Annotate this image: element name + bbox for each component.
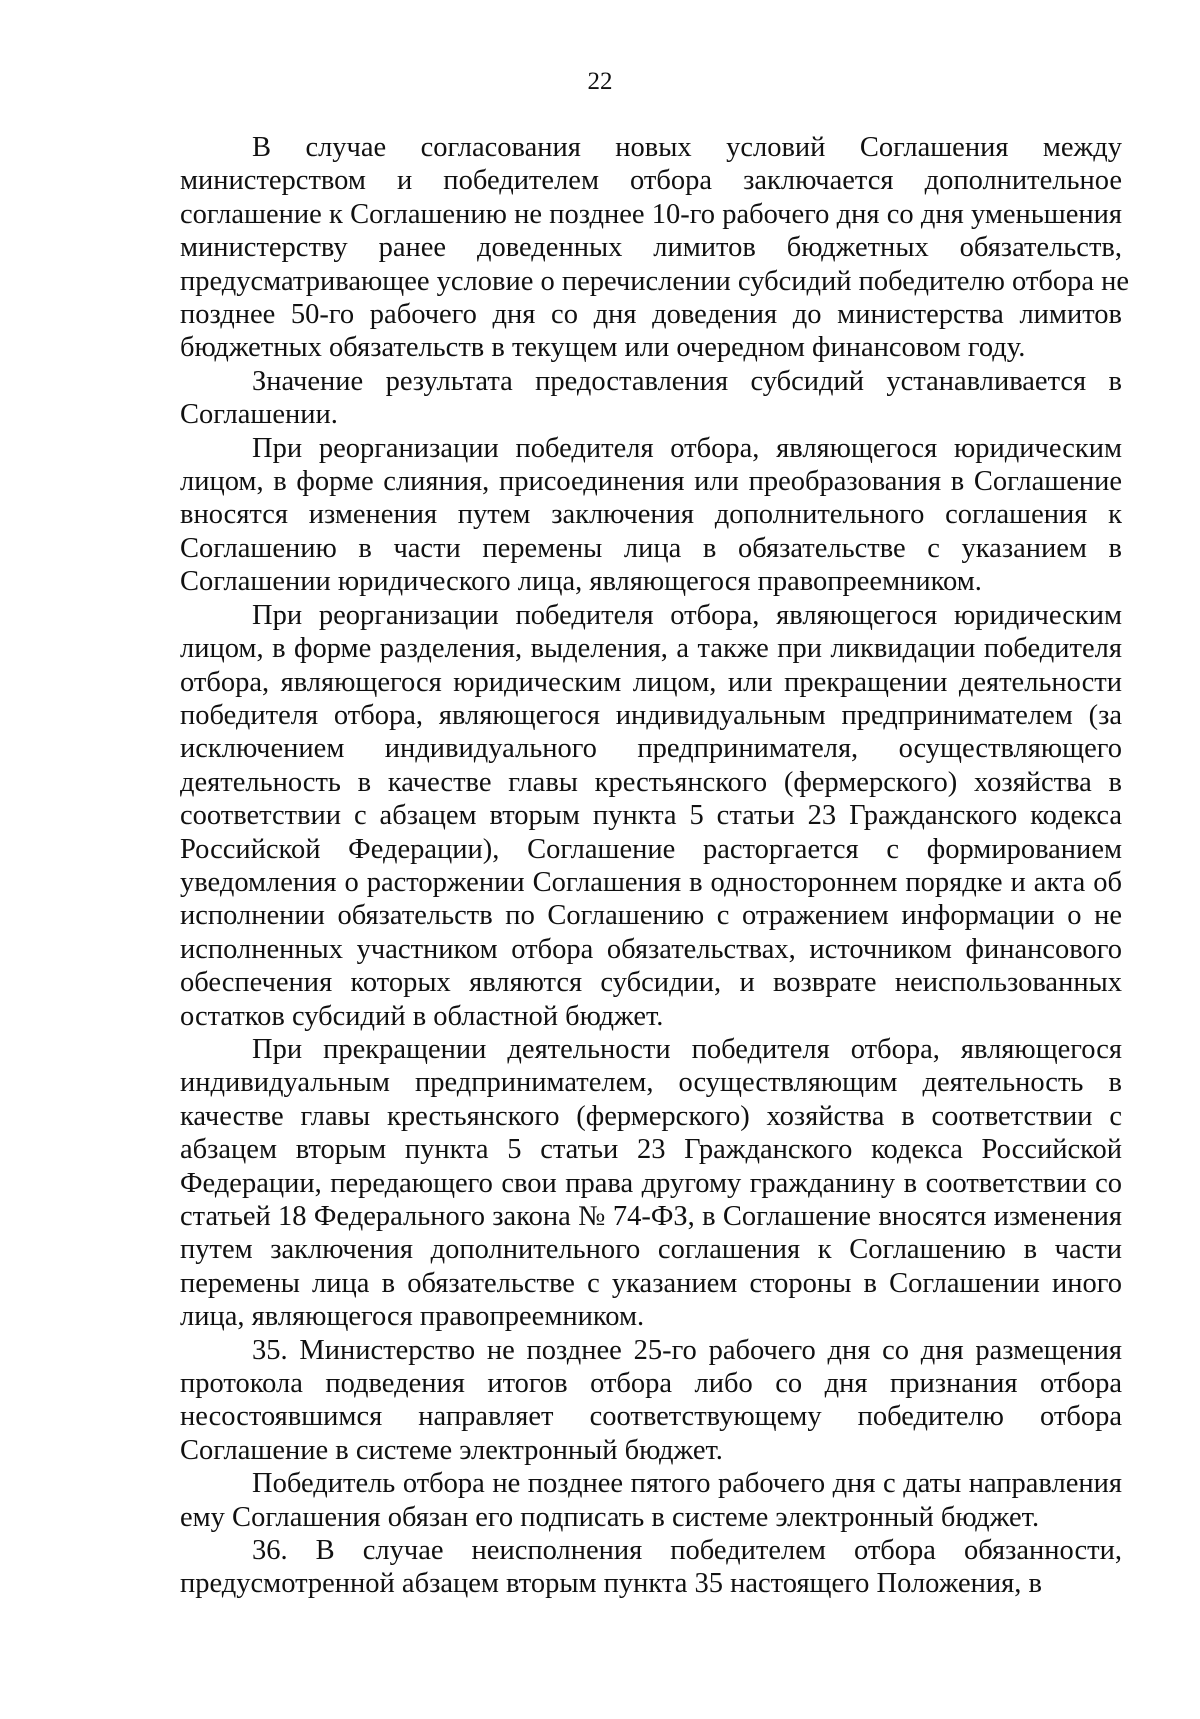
paragraph (180, 1033, 1122, 1334)
paragraph (180, 432, 1122, 599)
text-line: путем заключения дополнительного соглашения к Соглашению в части (180, 1234, 1122, 1266)
text-line: Федерации, передающего свои права другому гражданину в соответствии со (180, 1167, 1122, 1199)
text-line: протокола подведения итогов отбора либо со дня признания отбора (180, 1368, 1122, 1400)
text-line: предусматривающее условие о перечислении субсидий победителю отбора не (180, 265, 1130, 297)
text-line: 35. Министерство не позднее 25-го рабочего дня со дня размещения (252, 1334, 1122, 1366)
paragraph (180, 1534, 1122, 1601)
page-number: 22 (587, 68, 613, 95)
paragraph (180, 131, 1130, 365)
text-line: бюджетных обязательств в текущем или очередном финансовом году. (180, 332, 1026, 364)
text-line: министерством и победителем отбора заключается дополнительное (180, 165, 1122, 197)
text-line: исполненных участником отбора обязательствах, источником финансового (180, 933, 1122, 965)
text-line: В случае согласования новых условий Соглашения между (252, 132, 1122, 163)
text-line: остатков субсидий в областной бюджет. (180, 1000, 664, 1032)
text-line: Соглашение в системе электронный бюджет. (180, 1434, 723, 1466)
text-line: лица, являющегося правопреемником. (180, 1301, 645, 1333)
text-line: министерству ранее доведенных лимитов бюджетных обязательств, (180, 232, 1122, 264)
text-line: Значение результата предоставления субсидий устанавливается в (252, 365, 1122, 397)
text-line: ему Соглашения обязан его подписать в системе электронный бюджет. (180, 1501, 1040, 1533)
text-line: качестве главы крестьянского (фермерского) хозяйства в соответствии с (180, 1100, 1122, 1132)
text-line: соглашение к Соглашению не позднее 10-го рабочего дня со дня уменьшения (180, 198, 1122, 230)
text-line: абзацем вторым пункта 5 статьи 23 Гражданского кодекса Российской (180, 1134, 1122, 1166)
paragraph (180, 599, 1122, 1033)
paragraph (180, 365, 1122, 432)
text-line: индивидуальным предпринимателем, осуществляющим деятельность в (180, 1067, 1122, 1099)
text-line: Соглашению в части перемены лица в обязательстве с указанием в (180, 532, 1122, 564)
text-line: 36. В случае неисполнения победителем отбора обязанности, (252, 1535, 1122, 1567)
text-line: лицом, в форме разделения, выделения, а также при ликвидации победителя (180, 633, 1122, 665)
paragraph (180, 1467, 1122, 1534)
text-line: статьей 18 Федерального закона № 74-ФЗ, в Соглашение вносятся изменения (180, 1201, 1122, 1232)
text-line: Соглашении юридического лица, являющегося правопреемником. (180, 566, 982, 598)
document-body (180, 131, 1130, 1601)
text-line: вносятся изменения путем заключения дополнительного соглашения к (180, 499, 1122, 531)
text-line: позднее 50-го рабочего дня со дня доведения до министерства лимитов (180, 299, 1122, 331)
text-line: Соглашении. (180, 399, 338, 431)
paragraph (180, 1334, 1122, 1468)
text-line: исключением индивидуального предпринимателя, осуществляющего (180, 733, 1122, 765)
text-line: При прекращении деятельности победителя отбора, являющегося (252, 1033, 1122, 1065)
text-line: соответствии с абзацем вторым пункта 5 статьи 23 Гражданского кодекса (180, 800, 1122, 832)
text-line: уведомления о расторжении Соглашения в одностороннем порядке и акта об (180, 866, 1122, 898)
text-line: исполнении обязательств по Соглашению с отражением информации о не (180, 900, 1122, 932)
text-line: При реорганизации победителя отбора, являющегося юридическим (252, 432, 1122, 464)
text-line: перемены лица в обязательстве с указанием стороны в Соглашении иного (180, 1267, 1122, 1299)
text-line: предусмотренной абзацем вторым пункта 35 настоящего Положения, в (180, 1568, 1042, 1600)
text-line: Победитель отбора не позднее пятого рабочего дня с даты направления (252, 1468, 1122, 1500)
text-line: лицом, в форме слияния, присоединения или преобразования в Соглашение (180, 466, 1122, 498)
text-line: обеспечения которых являются субсидии, и возврате неиспользованных (180, 967, 1122, 999)
text-line: несостоявшимся направляет соответствующему победителю отбора (180, 1401, 1122, 1433)
text-line: При реорганизации победителя отбора, являющегося юридическим (252, 599, 1122, 631)
text-line: отбора, являющегося юридическим лицом, или прекращении деятельности (180, 666, 1122, 698)
text-line: деятельность в качестве главы крестьянского (фермерского) хозяйства в (180, 766, 1122, 798)
text-line: Российской Федерации), Соглашение расторгается с формированием (180, 833, 1122, 865)
text-line: победителя отбора, являющегося индивидуальным предпринимателем (за (180, 699, 1122, 731)
